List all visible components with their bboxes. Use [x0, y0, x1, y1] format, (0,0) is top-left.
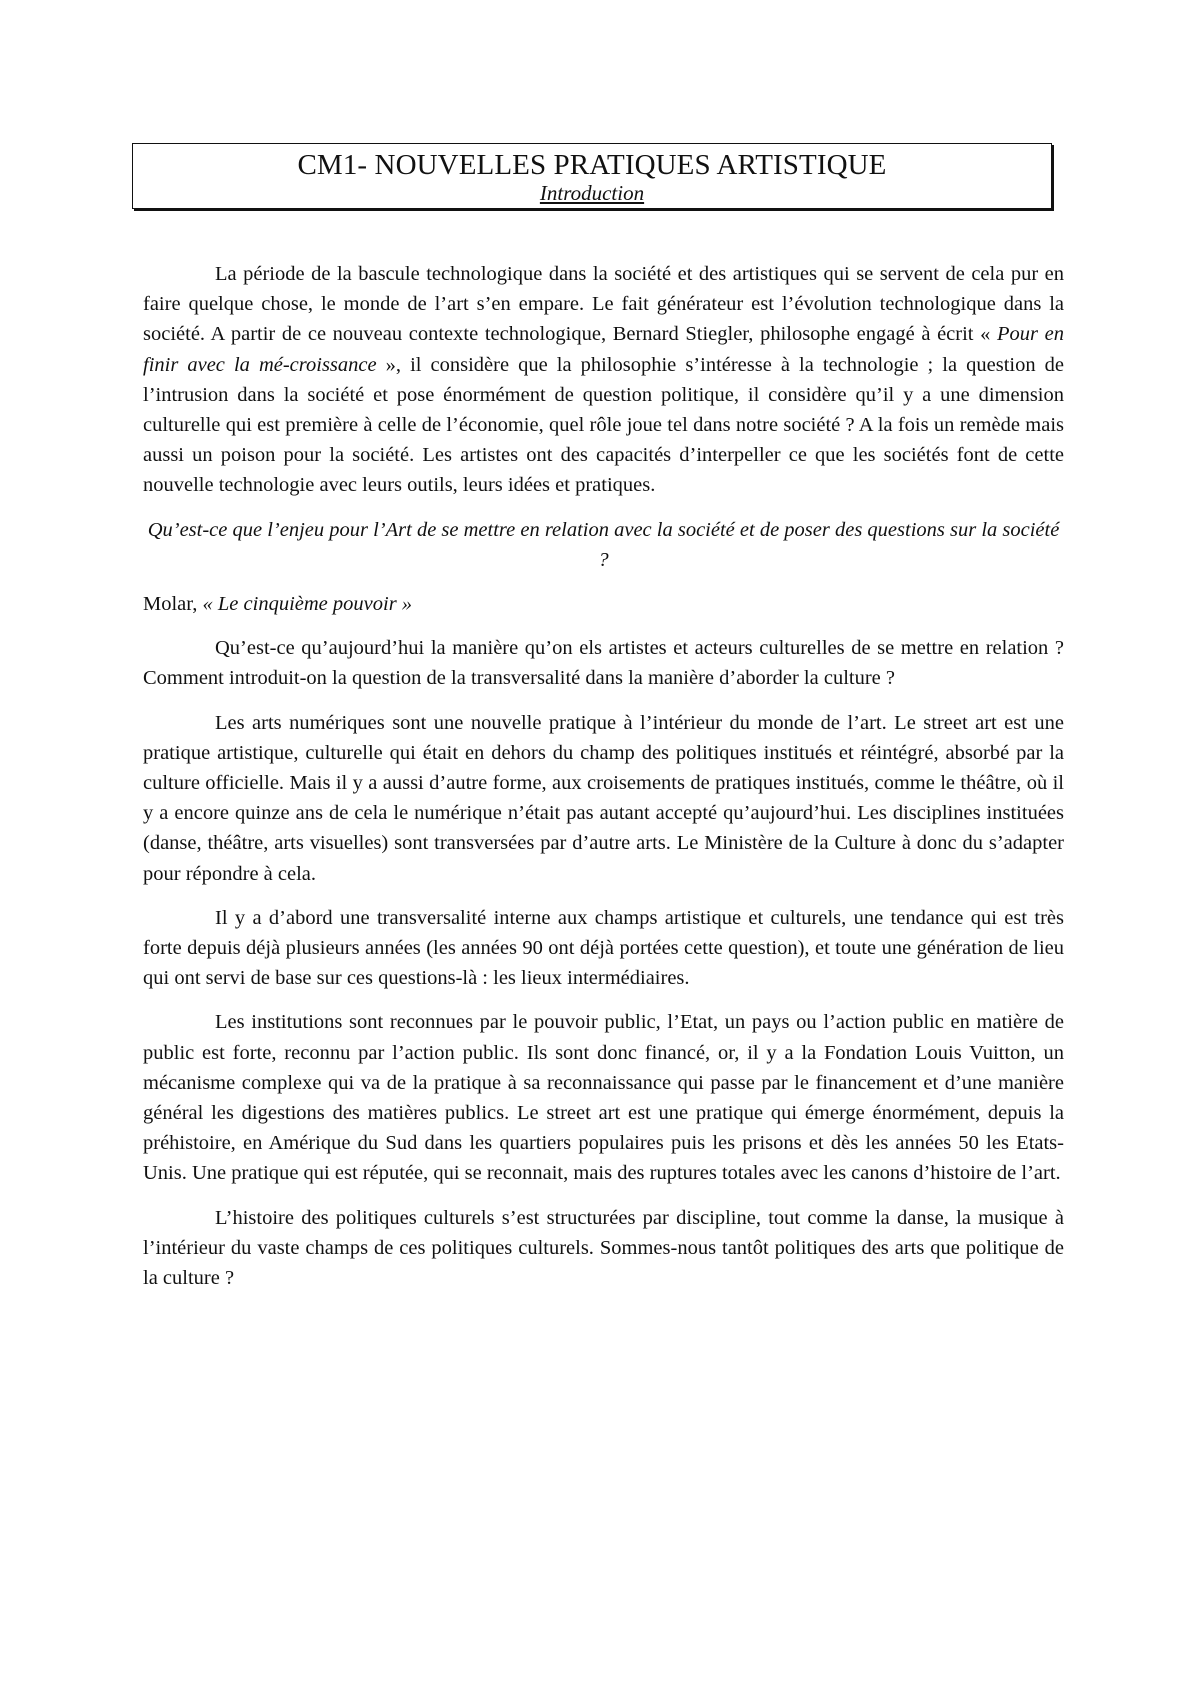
paragraph-intro-text-a: La période de la bascule technologique dans la société et des artistiques qui se servent de cela pur en faire quelque chose, le monde de l’art s’en empare. Le fait générateur est l’évolution technologique dans la société. A partir de ce nouveau contexte technologique, Bernard Stiegler, philosophe engagé à écrit « [143, 263, 1064, 346]
book-title: Pour en finir avec la mé-croissance [143, 323, 1064, 376]
document-title: CM1- NOUVELLES PRATIQUES ARTISTIQUE [297, 149, 887, 181]
reference-title: « Le cinquième pouvoir » [202, 593, 413, 616]
title-box [132, 143, 1052, 209]
paragraph-2: Qu’est-ce qu’aujourd’hui la manière qu’on els artistes et acteurs culturelles de se mettre en relation ? Comment introduit-on la question de la transversalité dans la manière d’aborder la culture ? [143, 637, 1064, 690]
central-question: Qu’est-ce que l’enjeu pour l’Art de se mettre en relation avec la société et de poser des questions sur la société ? [147, 518, 1060, 571]
document-subtitle: Introduction [539, 181, 645, 205]
reference-line [143, 589, 1064, 619]
paragraph-6: L’histoire des politiques culturels s’est structurées par discipline, tout comme la danse, la musique à l’intérieur du vaste champs de ces politiques culturels. Sommes-nous tantôt politiques des arts que politique de la culture ? [143, 1206, 1064, 1290]
reference-author: Molar, [143, 593, 203, 616]
paragraph-3: Les arts numériques sont une nouvelle pratique à l’intérieur du monde de l’art. Le street art est une pratique artistique, culturelle qui était en dehors du champ des politiques institués et réintégré, absorbé par la culture officielle. Mais il y a aussi d’autre forme, aux croisements de pratiques institués, comme le théâtre, où il y a encore quinze ans de cela le numérique n’était pas autant accepté qu’aujourd’hui. Les disciplines instituées (danse, théâtre, arts visuelles) sont transversées par d’autre arts. Le Ministère de la Culture à donc du s’adapter pour répondre à cela. [143, 711, 1064, 885]
paragraph-intro-text-b: », il considère que la philosophie s’intéresse à la technologie ; la question de l’intrusion dans la société et pose énormément de question politique, il considère qu’il y a une dimension culturelle qui est première à celle de l’économie, quel rôle joue tel dans notre société ? A la fois un remède mais aussi un poison pour la société. Les artistes ont des capacités d’interpeller ce que les sociétés font de cette nouvelle technologie avec leurs outils, leurs idées et pratiques. [143, 353, 1065, 497]
paragraph-4: Il y a d’abord une transversalité interne aux champs artistique et culturels, une tendance qui est très forte depuis déjà plusieurs années (les années 90 ont déjà portées cette question), et toute une génération de lieu qui ont servi de base sur ces questions-là : les lieux intermédiaires. [143, 906, 1064, 990]
paragraph-5: Les institutions sont reconnues par le pouvoir public, l’Etat, un pays ou l’action public en matière de public est forte, reconnu par l’action public. Ils sont donc financé, or, il y a la Fondation Louis Vuitton, un mécanisme complexe qui va de la pratique à sa reconnaissance qui passe par le financement et d’une manière général les digestions des matières publics. Le street art est une pratique qui émerge énormément, depuis la préhistoire, en Amérique du Sud dans les quartiers populaires puis les prisons et dès les années 50 les Etats-Unis. Une pratique qui est réputée, qui se reconnait, mais des ruptures totales avec les canons d’histoire de l’art. [143, 1011, 1064, 1185]
document-body [143, 259, 1064, 1307]
paragraph-intro [143, 259, 1064, 501]
